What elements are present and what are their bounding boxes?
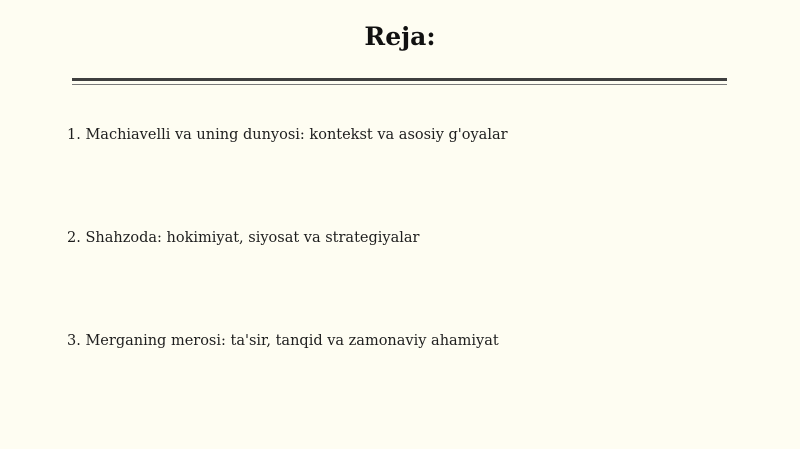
agenda-item-number: 3. <box>67 333 81 349</box>
agenda-item-text: Shahzoda: hokimiyat, siyosat va strategiyalar <box>85 230 420 246</box>
agenda-item-text: Machiavelli va uning dunyosi: kontekst va asosiy g'oyalar <box>85 127 508 143</box>
agenda-item-number: 2. <box>67 230 81 246</box>
agenda-item-1 <box>67 125 508 145</box>
agenda-item-3 <box>67 331 499 351</box>
agenda-item-2 <box>67 228 419 248</box>
slide-title: Reja: <box>364 22 436 51</box>
agenda-item-text: Merganing merosi: ta'sir, tanqid va zamonaviy ahamiyat <box>85 333 499 349</box>
agenda-item-number: 1. <box>67 127 81 143</box>
divider-thin-line <box>72 84 727 85</box>
divider-thick-line <box>72 78 727 81</box>
title-divider <box>72 78 727 86</box>
